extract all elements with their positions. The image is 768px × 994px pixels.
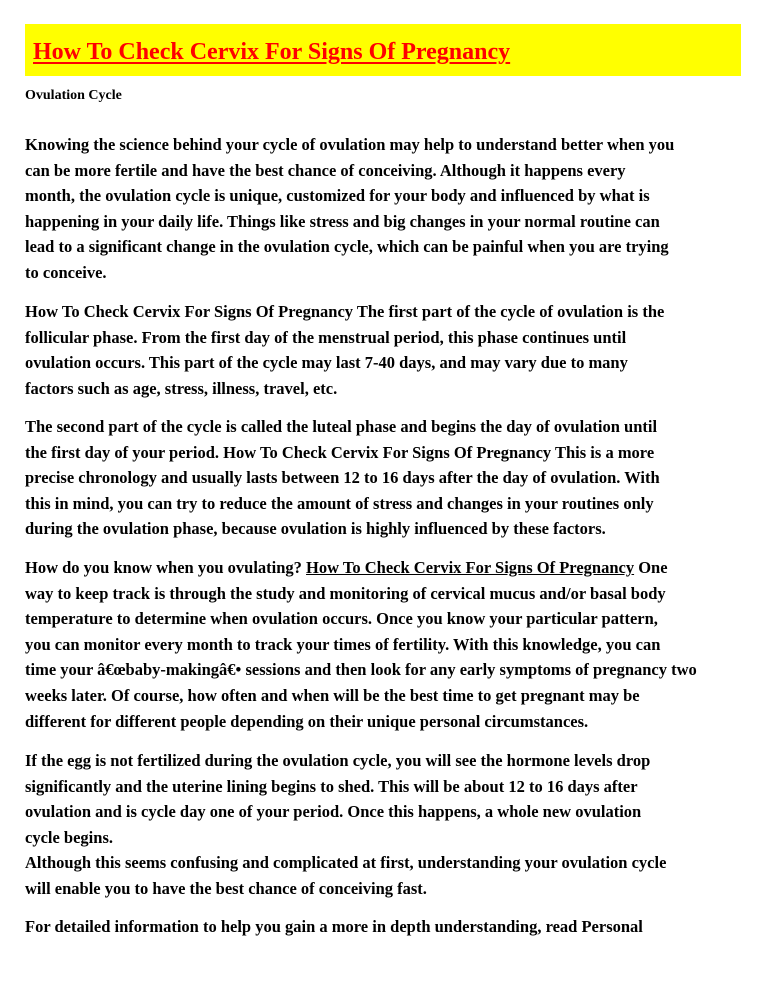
inline-title-link[interactable]: How To Check Cervix For Signs Of Pregnancy xyxy=(306,558,635,577)
paragraph-luteal-phase xyxy=(25,414,660,542)
title-banner xyxy=(25,24,741,76)
text-line: the first day of your period. How To Check Cervix For Signs Of Pregnancy This is a more xyxy=(25,442,655,462)
section-subheading: Ovulation Cycle xyxy=(25,88,122,103)
text-line: ovulation and is cycle day one of your period. Once this happens, a whole new ovulation xyxy=(25,802,642,822)
text-line: time your â€œbaby-makingâ€• sessions and then look for any early symptoms of pregnancy two xyxy=(25,660,697,680)
text-fragment: One xyxy=(634,558,668,577)
text-line: follicular phase. From the first day of the menstrual period, this phase continues until xyxy=(25,327,627,347)
text-line: The second part of the cycle is called the luteal phase and begins the day of ovulation until xyxy=(25,417,658,436)
text-line: different for different people depending on their unique personal circumstances. xyxy=(25,711,589,731)
text-line: weeks later. Of course, how often and when will be the best time to get pregnant may be xyxy=(25,685,640,705)
text-line: during the ovulation phase, because ovulation is highly influenced by these factors. xyxy=(25,519,606,539)
text-line: Knowing the science behind your cycle of ovulation may help to understand better when you xyxy=(25,135,675,154)
text-line: significantly and the uterine lining begins to shed. This will be about 12 to 16 days after xyxy=(25,776,638,796)
text-line: ovulation occurs. This part of the cycle may last 7-40 days, and may vary due to many xyxy=(25,353,628,373)
text-line: temperature to determine when ovulation occurs. Once you know your particular pattern, xyxy=(25,609,658,629)
text-line xyxy=(25,555,697,581)
text-line: cycle begins. xyxy=(25,827,113,847)
text-line: lead to a significant change in the ovulation cycle, which can be painful when you are trying xyxy=(25,237,669,257)
text-line: If the egg is not fertilized during the ovulation cycle, you will see the hormone levels drop xyxy=(25,751,651,770)
text-line: way to keep track is through the study and monitoring of cervical mucus and/or basal body xyxy=(25,583,666,603)
text-line: will enable you to have the best chance of conceiving fast. xyxy=(25,878,427,898)
text-line: precise chronology and usually lasts between 12 to 16 days after the day of ovulation. With xyxy=(25,468,660,488)
text-line: factors such as age, stress, illness, travel, etc. xyxy=(25,378,338,398)
paragraph-follicular-phase xyxy=(25,299,664,401)
text-line: can be more fertile and have the best chance of conceiving. Although it happens every xyxy=(25,160,626,180)
text-line: to conceive. xyxy=(25,262,107,282)
text-line: this in mind, you can try to reduce the amount of stress and changes in your routines only xyxy=(25,493,654,513)
paragraph-tracking-ovulation xyxy=(25,555,697,734)
text-line: How To Check Cervix For Signs Of Pregnancy The first part of the cycle of ovulation is the xyxy=(25,302,665,321)
text-fragment: How do you know when you ovulating? xyxy=(25,558,307,577)
text-line: Although this seems confusing and complicated at first, understanding your ovulation cycle xyxy=(25,853,667,873)
paragraph-unfertilized-egg xyxy=(25,748,666,902)
text-line: happening in your daily life. Things like stress and big changes in your normal routine can xyxy=(25,211,660,231)
paragraph-further-reading xyxy=(25,914,643,940)
text-line: month, the ovulation cycle is unique, customized for your body and influenced by what is xyxy=(25,186,650,206)
page-title[interactable]: How To Check Cervix For Signs Of Pregnancy xyxy=(33,39,511,65)
text-line: For detailed information to help you gain a more in depth understanding, read Personal xyxy=(25,917,643,936)
paragraph-intro xyxy=(25,132,674,286)
text-line: you can monitor every month to track your times of fertility. With this knowledge, you can xyxy=(25,634,661,654)
